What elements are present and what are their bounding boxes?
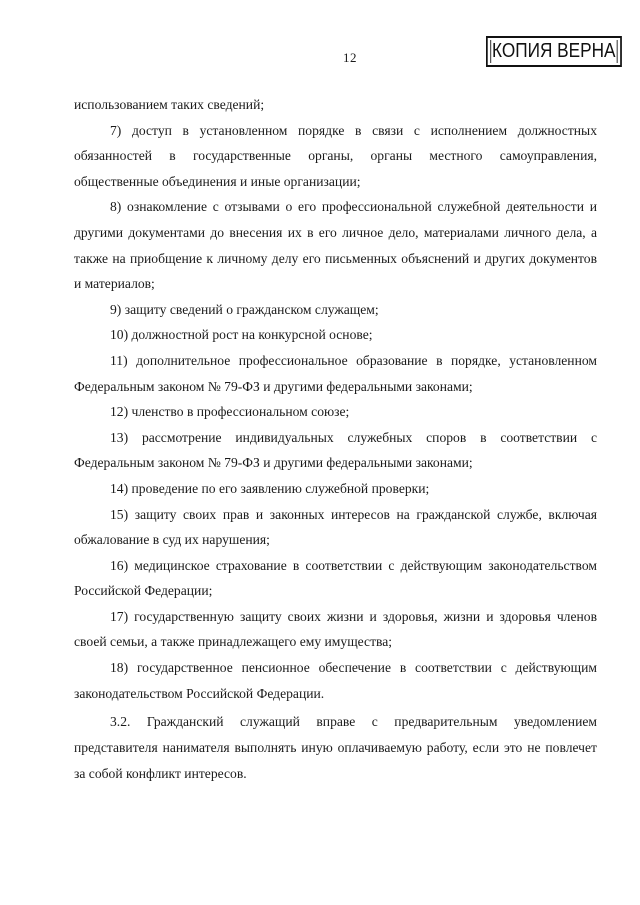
paragraph-section-3-2: 3.2. Гражданский служащий вправе с предварительным уведомлением представителя нанимателя выполнять иную оплачиваемую работу, если это не повлечет за собой конфликт интересов. [74,714,597,781]
paragraph-item-9: 9) защиту сведений о гражданском служащем; [110,301,379,317]
paragraph-item-8: 8) ознакомление с отзывами о его профессиональной служебной деятельности и другими документами до внесения их в его личное дело, материалами личного дела, а также на приобщение к личному делу его письменных объяснений и других документов и материалов; [74,199,597,292]
paragraph-item-18: 18) государственное пенсионное обеспечение в соответствии с действующим законодательством Российской Федерации. [74,660,597,701]
paragraph-item-13: 13) рассмотрение индивидуальных служебных споров в соответствии с Федеральным законом № 79-ФЗ и другими федеральными законами; [74,429,597,471]
document-body [74,92,597,786]
paragraph-item-7: 7) доступ в установленном порядке в связи с исполнением должностных обязанностей в государственные органы, органы местного самоуправления, общественные объединения и иные организации; [74,122,597,189]
paragraph-item-12: 12) членство в профессиональном союзе; [110,404,350,420]
paragraph-item-17: 17) государственную защиту своих жизни и здоровья, жизни и здоровья членов своей семьи, а также принадлежащего ему имущества; [74,608,597,650]
paragraph-item-14: 14) проведение по его заявлению служебной проверки; [110,480,430,496]
paragraph-item-15: 15) защиту своих прав и законных интересов на гражданской службе, включая обжалование в суд их нарушения; [74,506,597,548]
paragraph-item-16: 16) медицинское страхование в соответствии с действующим законодательством Российской Федерации; [74,557,597,599]
paragraph-item-10: 10) должностной рост на конкурсной основе; [110,327,373,343]
paragraph-item-11: 11) дополнительное профессиональное образование в порядке, установленном Федеральным законом № 79-ФЗ и другими федеральными законами; [74,352,597,394]
paragraph-continuation: использованием таких сведений; [74,97,265,112]
page-number: 12 [343,50,357,65]
certified-copy-stamp: КОПИЯ ВЕРНА [486,36,621,67]
